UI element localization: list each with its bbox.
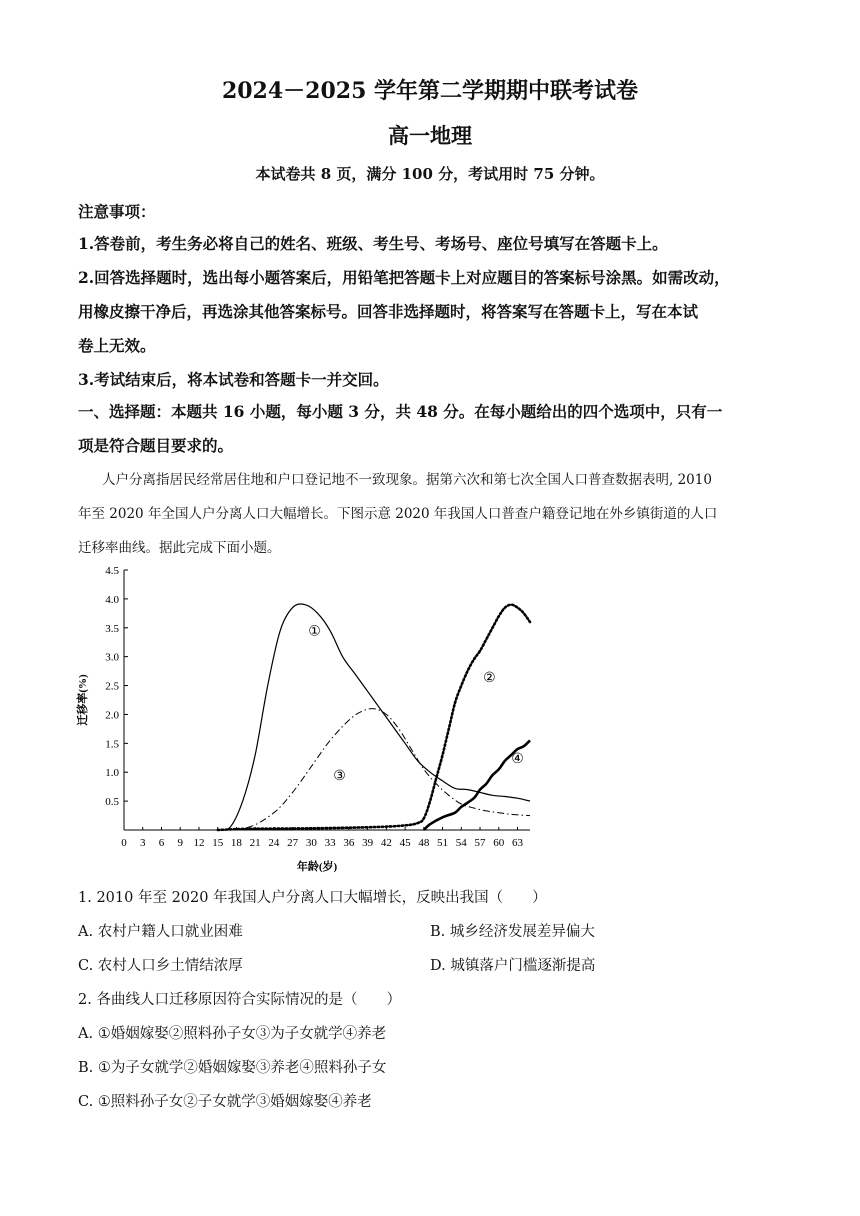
x-tick-label: 42: [380, 837, 392, 849]
chart-axes: [124, 570, 530, 830]
x-tick-label: 18: [230, 837, 242, 849]
y-tick-label: 4.0: [105, 593, 119, 606]
x-tick-label: 6: [158, 837, 165, 849]
exam-title: 2024－2025 学年第二学期期中联考试卷: [221, 78, 639, 104]
y-tick-label: 1.0: [105, 767, 119, 780]
x-tick-label: 9: [177, 837, 183, 849]
chart-curve-labels: [308, 625, 524, 784]
curve-label-3: ③: [333, 769, 346, 785]
x-tick-label: 33: [324, 837, 336, 849]
q2-stem: 2. 各曲线人口迁移原因符合实际情况的是（ ）: [78, 992, 401, 1008]
x-tick-label: 27: [287, 837, 299, 849]
material-line-3: 迁移率曲线。据此完成下面小题。: [78, 540, 281, 556]
x-tick-label: 36: [343, 837, 355, 849]
subject-title: 高一地理: [388, 123, 472, 148]
note-1: 1.答卷前，考生务必将自己的姓名、班级、考生号、考场号、座位号填写在答题卡上。: [78, 234, 668, 253]
section-line-2: 项是符合题目要求的。: [78, 436, 234, 455]
material-line-2: 年至 2020 年全国人户分离人口大幅增长。下图示意 2020 年我国人口普查户籍登记地在外乡镇街道的人口: [78, 506, 718, 522]
q1-option-a[interactable]: A. 农村户籍人口就业困难: [78, 924, 243, 940]
chart-series: [218, 604, 530, 830]
series-line-1: [218, 604, 530, 830]
q1-option-d[interactable]: D. 城镇落户门槛逐渐提高: [430, 958, 596, 974]
x-tick-label: 3: [139, 837, 146, 849]
q1-option-b[interactable]: B. 城乡经济发展差异偏大: [430, 924, 595, 940]
x-tick-label: 15: [212, 837, 224, 849]
x-tick-label: 12: [193, 837, 205, 849]
x-tick-label: 48: [418, 837, 430, 849]
x-tick-label: 21: [249, 837, 261, 849]
note-2c: 卷上无效。: [78, 336, 156, 355]
x-tick-label: 60: [493, 837, 505, 849]
x-tick-label: 39: [362, 837, 374, 849]
curve-label-4: ④: [511, 751, 524, 767]
curve-label-2: ②: [483, 670, 496, 686]
material-line-1: 人户分离指居民经常居住地和户口登记地不一致现象。据第六次和第七次全国人口普查数据表明, 2010: [102, 472, 712, 488]
y-tick-label: 3.0: [105, 651, 119, 664]
x-tick-label: 45: [399, 837, 411, 849]
series-line-2: [218, 605, 530, 830]
q1-option-c[interactable]: C. 农村人口乡土情结浓厚: [78, 958, 243, 974]
x-tick-label: 0: [121, 837, 127, 849]
y-tick-label: 1.5: [105, 738, 119, 751]
x-tick-label: 30: [305, 837, 317, 849]
note-3: 3.考试结束后，将本试卷和答题卡一并交回。: [78, 370, 389, 389]
x-tick-label: 54: [455, 837, 467, 849]
q1-stem: 1. 2010 年至 2020 年我国人户分离人口大幅增长，反映出我国（ ）: [78, 890, 547, 906]
y-tick-label: 0.5: [105, 796, 119, 809]
migration-rate-chart: [70, 560, 540, 880]
x-axis-label: 年龄(岁): [296, 861, 338, 873]
x-tick-label: 51: [437, 837, 449, 849]
section-line-1: 一、选择题：本题共 16 小题，每小题 3 分，共 48 分。在每小题给出的四个选项中，只有一: [78, 402, 723, 421]
notes-heading: 注意事项：: [78, 202, 156, 221]
y-tick-label: 4.5: [105, 565, 119, 577]
y-axis-label: 迁移率(%): [77, 674, 89, 726]
x-tick-label: 57: [474, 837, 486, 849]
x-tick-label: 63: [512, 837, 524, 849]
y-tick-label: 2.0: [105, 709, 119, 722]
curve-label-1: ①: [308, 624, 321, 640]
y-tick-label: 2.5: [105, 680, 119, 693]
q2-option-a[interactable]: A. ①婚姻嫁娶②照料孙子女③为子女就学④养老: [78, 1026, 387, 1042]
note-2a: 2.回答选择题时，选出每小题答案后，用铅笔把答题卡上对应题目的答案标号涂黑。如需改动，: [78, 268, 730, 287]
q2-option-c[interactable]: C. ①照料孙子女②子女就学③婚姻嫁娶④养老: [78, 1094, 372, 1110]
y-tick-label: 3.5: [105, 622, 119, 635]
exam-info: 本试卷共 8 页，满分 100 分，考试用时 75 分钟。: [255, 165, 605, 183]
q2-option-b[interactable]: B. ①为子女就学②婚姻嫁娶③养老④照料孙子女: [78, 1060, 387, 1076]
series-line-3: [218, 709, 530, 830]
note-2b: 用橡皮擦干净后，再选涂其他答案标号。回答非选择题时，将答案写在答题卡上，写在本试: [78, 302, 699, 321]
x-tick-label: 24: [268, 837, 280, 849]
